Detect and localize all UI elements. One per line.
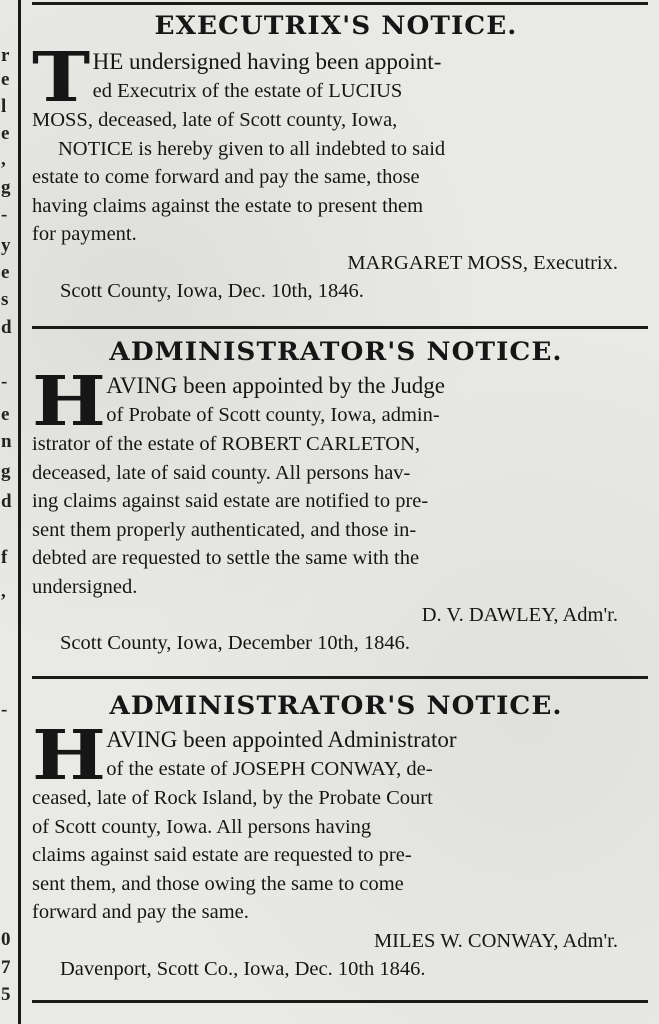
notices-column xyxy=(24,0,648,1024)
administrator-notice-carleton xyxy=(24,336,648,657)
column-rule xyxy=(32,2,648,5)
gutter-fragment: r xyxy=(1,45,10,66)
notice-line: claims against said estate are requested to pre- xyxy=(32,844,412,866)
gutter-fragment: , xyxy=(1,581,6,602)
notice-divider xyxy=(32,1000,648,1003)
notice-signature: D. V. DAWLEY, Adm'r. xyxy=(421,604,618,626)
notice-line: istrator of the estate of ROBERT CARLETON, xyxy=(32,433,421,455)
notice-line: MOSS, deceased, late of Scott county, Iowa, xyxy=(32,109,398,131)
adjacent-column-fragments xyxy=(0,0,21,1024)
notice-line: of Scott county, Iowa. All persons having xyxy=(32,815,372,838)
notice-line: ceased, late of Rock Island, by the Probate Court xyxy=(32,787,433,809)
notice-signature: MARGARET MOSS, Executrix. xyxy=(347,251,618,274)
notice-dateline: Scott County, Iowa, December 10th, 1846. xyxy=(60,632,410,654)
notice-body xyxy=(24,716,648,927)
gutter-fragment: e xyxy=(1,404,10,425)
notice-line: for payment. xyxy=(32,223,137,245)
notice-line: estate to come forward and pay the same, those xyxy=(32,166,420,188)
gutter-fragment: d xyxy=(1,491,12,512)
gutter-fragment: e xyxy=(1,123,10,144)
notice-line: debted are requested to settle the same with the xyxy=(32,547,420,569)
gutter-fragment: - xyxy=(1,371,8,392)
notice-line: deceased, late of said county. All persons hav- xyxy=(32,461,411,484)
notice-body xyxy=(24,38,648,249)
notice-divider xyxy=(32,676,648,679)
notice-line: AVING been appointed Administrator xyxy=(106,727,457,752)
drop-cap: H xyxy=(32,716,106,796)
gutter-fragment: e xyxy=(1,262,10,283)
gutter-fragment: f xyxy=(1,547,8,568)
administrator-notice-conway xyxy=(24,690,648,983)
gutter-fragment: n xyxy=(1,431,12,452)
gutter-fragment: d xyxy=(1,317,12,338)
gutter-fragment: - xyxy=(1,699,8,720)
notice-dateline: Scott County, Iowa, Dec. 10th, 1846. xyxy=(60,279,364,302)
notice-signature: MILES W. CONWAY, Adm'r. xyxy=(373,929,618,952)
executrix-notice xyxy=(24,10,648,305)
gutter-fragment: s xyxy=(1,289,9,310)
gutter-fragment: 7 xyxy=(1,957,11,978)
drop-cap: T xyxy=(32,38,91,118)
gutter-fragment: e xyxy=(1,69,10,90)
notice-line: sent them, and those owing the same to come xyxy=(32,872,404,895)
notice-line: having claims against the estate to present them xyxy=(32,194,424,217)
notice-heading: EXECUTRIX'S NOTICE. xyxy=(154,11,518,40)
notice-line: HE undersigned having been appoint- xyxy=(92,49,442,74)
notice-line: of the estate of JOSEPH CONWAY, de- xyxy=(106,757,433,780)
gutter-fragment: , xyxy=(1,149,6,170)
notice-line: sent them properly authenticated, and those in- xyxy=(32,518,417,541)
notice-line: AVING been appointed by the Judge xyxy=(106,373,446,398)
notice-divider xyxy=(32,326,648,329)
notice-line: undersigned. xyxy=(32,575,138,598)
gutter-fragment: y xyxy=(1,235,11,256)
gutter-fragment: - xyxy=(1,204,8,225)
notice-line: ing claims against said estate are notified to pre- xyxy=(32,490,429,512)
drop-cap: H xyxy=(32,362,106,442)
gutter-fragment: g xyxy=(1,461,11,482)
notice-line: forward and pay the same. xyxy=(32,901,249,923)
notice-body xyxy=(24,362,648,601)
notice-dateline: Davenport, Scott Co., Iowa, Dec. 10th 1846. xyxy=(60,957,426,980)
notice-line: of Probate of Scott county, Iowa, admin- xyxy=(106,403,440,426)
notice-heading: ADMINISTRATOR'S NOTICE. xyxy=(109,691,563,720)
gutter-fragment: 0 xyxy=(1,929,11,950)
gutter-fragment: g xyxy=(1,177,11,198)
gutter-fragment: 5 xyxy=(1,984,11,1005)
notice-line: NOTICE is hereby given to all indebted to said xyxy=(58,137,446,160)
notice-heading: ADMINISTRATOR'S NOTICE. xyxy=(109,337,563,366)
gutter-fragment: l xyxy=(1,96,7,117)
notice-line: ed Executrix of the estate of LUCIUS xyxy=(92,79,403,102)
